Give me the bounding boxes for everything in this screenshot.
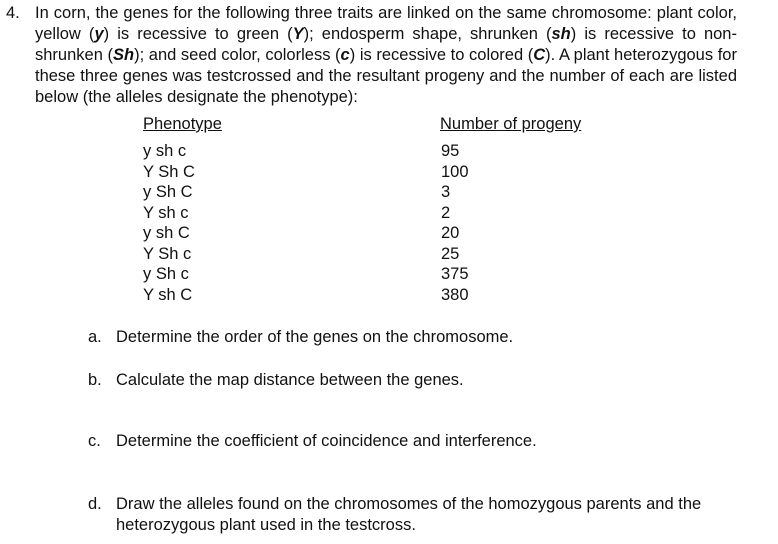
count-cell: 375 — [441, 265, 469, 283]
count-cell: 20 — [441, 224, 460, 242]
subquestion-text: Determine the order of the genes on the chromosome. — [116, 328, 514, 346]
subquestion-label: b. — [88, 371, 102, 389]
subquestion-label: a. — [88, 328, 102, 346]
phenotype-cell: y Sh C — [143, 183, 193, 201]
phenotype-cell: Y sh c — [143, 203, 189, 222]
subquestion-label: c. — [88, 432, 101, 450]
table-row — [0, 285, 600, 306]
count-cell: 25 — [441, 244, 460, 263]
count-cell: 380 — [441, 285, 469, 304]
subquestion-text: Determine the coefficient of coincidence and interference. — [116, 432, 537, 450]
phenotype-cell: Y Sh c — [143, 244, 192, 263]
question-number: 4. — [6, 4, 20, 22]
table-row — [0, 162, 600, 183]
count-cell: 2 — [441, 203, 451, 222]
phenotype-cell: y sh C — [143, 224, 190, 242]
phenotype-cell: y sh c — [143, 142, 187, 160]
count-cell: 100 — [441, 162, 469, 181]
phenotype-column-header: Phenotype — [143, 115, 222, 133]
table-row — [0, 203, 600, 224]
count-cell: 95 — [441, 142, 460, 160]
table-row — [0, 264, 600, 285]
subquestion-text: Calculate the map distance between the genes. — [116, 371, 464, 389]
table-row — [0, 141, 600, 162]
table-row — [0, 223, 600, 244]
count-cell: 3 — [441, 183, 451, 201]
table-row — [0, 244, 600, 265]
subquestion-label: d. — [88, 495, 102, 513]
question-text: In corn, the genes for the following three traits are linked on the same chromosome: plant color, yellow (y) is recessive to green (Y); endosperm shape, shrunken (sh) is recessive to non-shrunken (Sh); and seed color, colorless (c) is recessive to colored (C). A plant heterozygous for these three genes was testcrossed and the resultant progeny and the number of each are listed below (the alleles designate the phenotype): — [35, 4, 737, 106]
table-row — [0, 182, 600, 203]
phenotype-cell: Y Sh C — [143, 162, 195, 181]
phenotype-cell: y Sh c — [143, 265, 189, 283]
progeny-count-column-header: Number of progeny — [440, 115, 582, 133]
phenotype-cell: Y sh C — [143, 285, 193, 304]
subquestion-text: Draw the alleles found on the chromosomes of the homozygous parents and the heterozygous plant used in the testcross. — [116, 495, 702, 534]
